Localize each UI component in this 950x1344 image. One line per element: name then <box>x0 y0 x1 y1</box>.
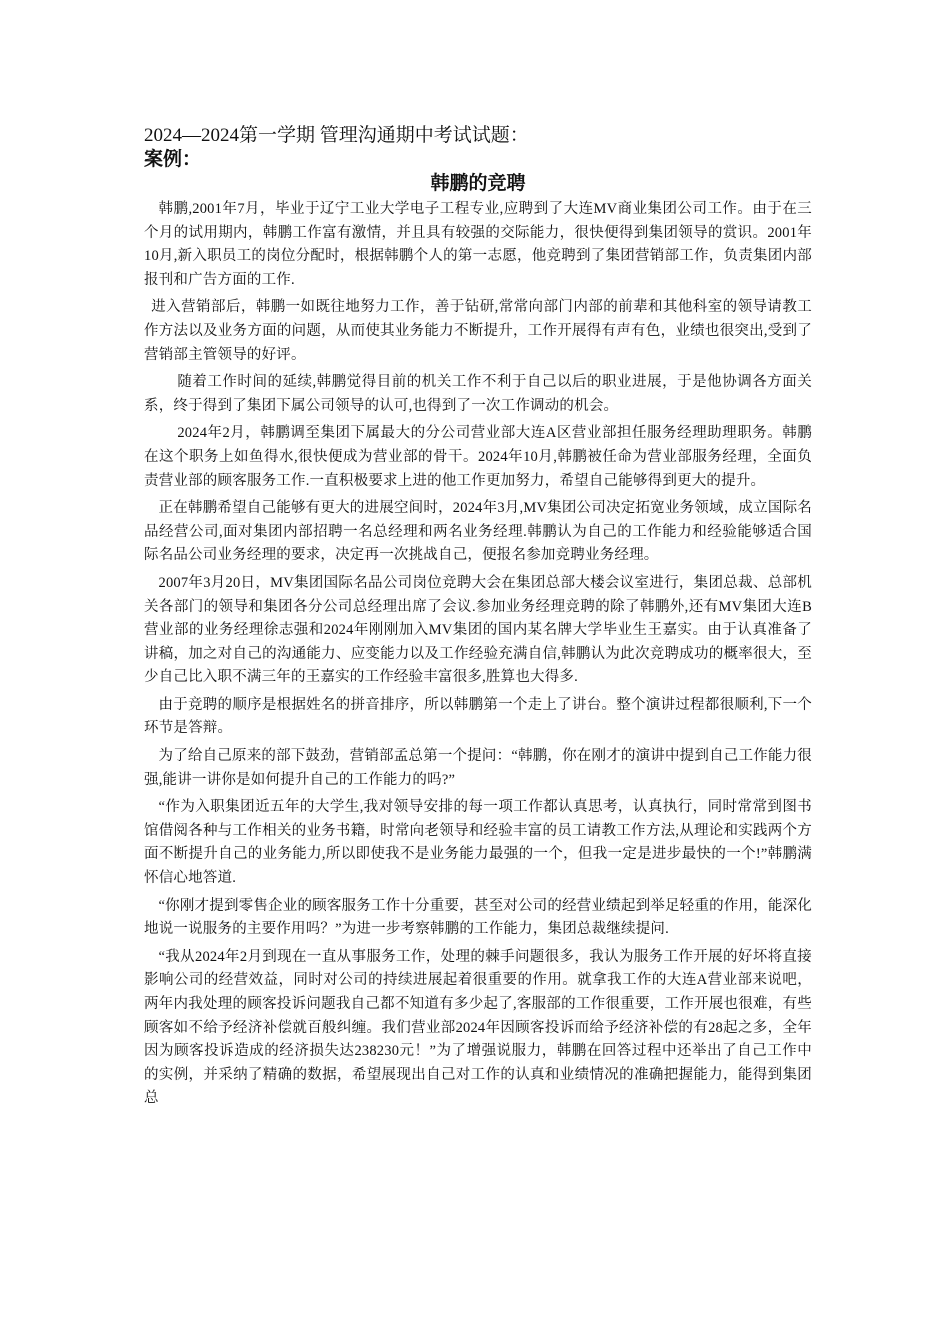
exam-title: 2024—2024第一学期 管理沟通期中考试试题： <box>144 125 529 146</box>
paragraph: 为了给自己原来的部下鼓劲，营销部孟总第一个提问：“韩鹏，你在刚才的演讲中提到自己工作能力很强,能讲一讲你是如何提升自己的工作能力的吗?” <box>144 748 812 788</box>
paragraph: 进入营销部后，韩鹏一如既往地努力工作，善于钻研,常常向部门内部的前辈和其他科室的领导请教工作方法以及业务方面的问题，从而使其业务能力不断提升，工作开展得有声有色，业绩也很突出,受到了营销部主管领导的好评。 <box>144 299 812 363</box>
paragraph: 韩鹏,2001年7月，毕业于辽宁工业大学电子工程专业,应聘到了大连MV商业集团公司工作。由于在三个月的试用期内，韩鹏工作富有激情，并且具有较强的交际能力，很快便得到集团领导的赏识。2001年10月,新入职员工的岗位分配时，根据韩鹏个人的第一志愿，他竞聘到了集团营销部工作，负责集团内部报刊和广告方面的工作. <box>144 201 812 288</box>
paragraph: 2007年3月20日，MV集团国际名品公司岗位竞聘大会在集团总部大楼会议室进行，集团总裁、总部机关各部门的领导和集团各分公司总经理出席了会议.参加业务经理竞聘的除了韩鹏外,还有MV集团大连B营业部的业务经理徐志强和2024年刚刚加入MV集团的国内某名牌大学毕业生王嘉实。由于认真准备了讲稿，加之对自己的沟通能力、应变能力以及工作经验充满自信,韩鹏认为此次竞聘成功的概率很大，至少自己比入职不满三年的王嘉实的工作经验丰富很多,胜算也大得多. <box>144 574 812 686</box>
paragraph: 由于竞聘的顺序是根据姓名的拼音排序，所以韩鹏第一个走上了讲台。整个演讲过程都很顺利,下一个环节是答辩。 <box>144 696 812 737</box>
paragraph: “我从2024年2月到现在一直从事服务工作，处理的棘手问题很多，我认为服务工作开展的好坏将直接影响公司的经营效益，同时对公司的持续进展起着很重要的作用。就拿我工作的大连A营业部来说吧，两年内我处理的顾客投诉问题我自己都不知道有多少起了,客服部的工作很重要，工作开展也很难，有些顾客如不给予经济补偿就百般纠缠。我们营业部2024年因顾客投诉而给予经济补偿的有28起之多，全年因为顾客投诉造成的经济损失达238230元！”为了增强说服力，韩鹏在回答过程中还举出了自己工作中的实例，并采纳了精确的数据，希望展现出自己对工作的认真和业绩情况的准确把握能力，能得到集团总 <box>144 948 812 1107</box>
paragraph: 2024年2月，韩鹏调至集团下属最大的分公司营业部大连A区营业部担任服务经理助理职务。韩鹏在这个职务上如鱼得水,很快便成为营业部的骨干。2024年10月,韩鹏被任命为营业部服务经理，全面负责营业部的顾客服务工作.一直积极要求上进的他工作更加努力，希望自己能够得到更大的提升。 <box>144 425 812 489</box>
case-title: 韩鹏的竞聘 <box>430 173 526 194</box>
paragraph: 随着工作时间的延续,韩鹏觉得目前的机关工作不利于自己以后的职业进展，于是他协调各方面关系，终于得到了集团下属公司领导的认可,也得到了一次工作调动的机会。 <box>144 374 812 414</box>
document-body <box>144 124 812 1115</box>
paragraph: 正在韩鹏希望自己能够有更大的进展空间时，2024年3月,MV集团公司决定拓宽业务领域，成立国际名品经营公司,面对集团内部招聘一名总经理和两名业务经理.韩鹏认为自己的工作能力和经验能够适合国际名品公司业务经理的要求，决定再一次挑战自己，便报名参加竞聘业务经理。 <box>144 500 812 564</box>
case-label: 案例： <box>144 149 202 170</box>
paragraph: “你刚才提到零售企业的顾客服务工作十分重要，甚至对公司的经营业绩起到举足轻重的作用，能深化地说一说服务的主要作用吗？”为进一步考察韩鹏的工作能力，集团总裁继续提问. <box>144 897 812 938</box>
paragraph: “作为入职集团近五年的大学生,我对领导安排的每一项工作都认真思考，认真执行，同时常常到图书馆借阅各种与工作相关的业务书籍，时常向老领导和经验丰富的员工请教工作方法,从理论和实践两个方面不断提升自己的业务能力,所以即使我不是业务能力最强的一个，但我一定是进步最快的一个!”韩鹏满怀信心地答道. <box>144 799 812 887</box>
